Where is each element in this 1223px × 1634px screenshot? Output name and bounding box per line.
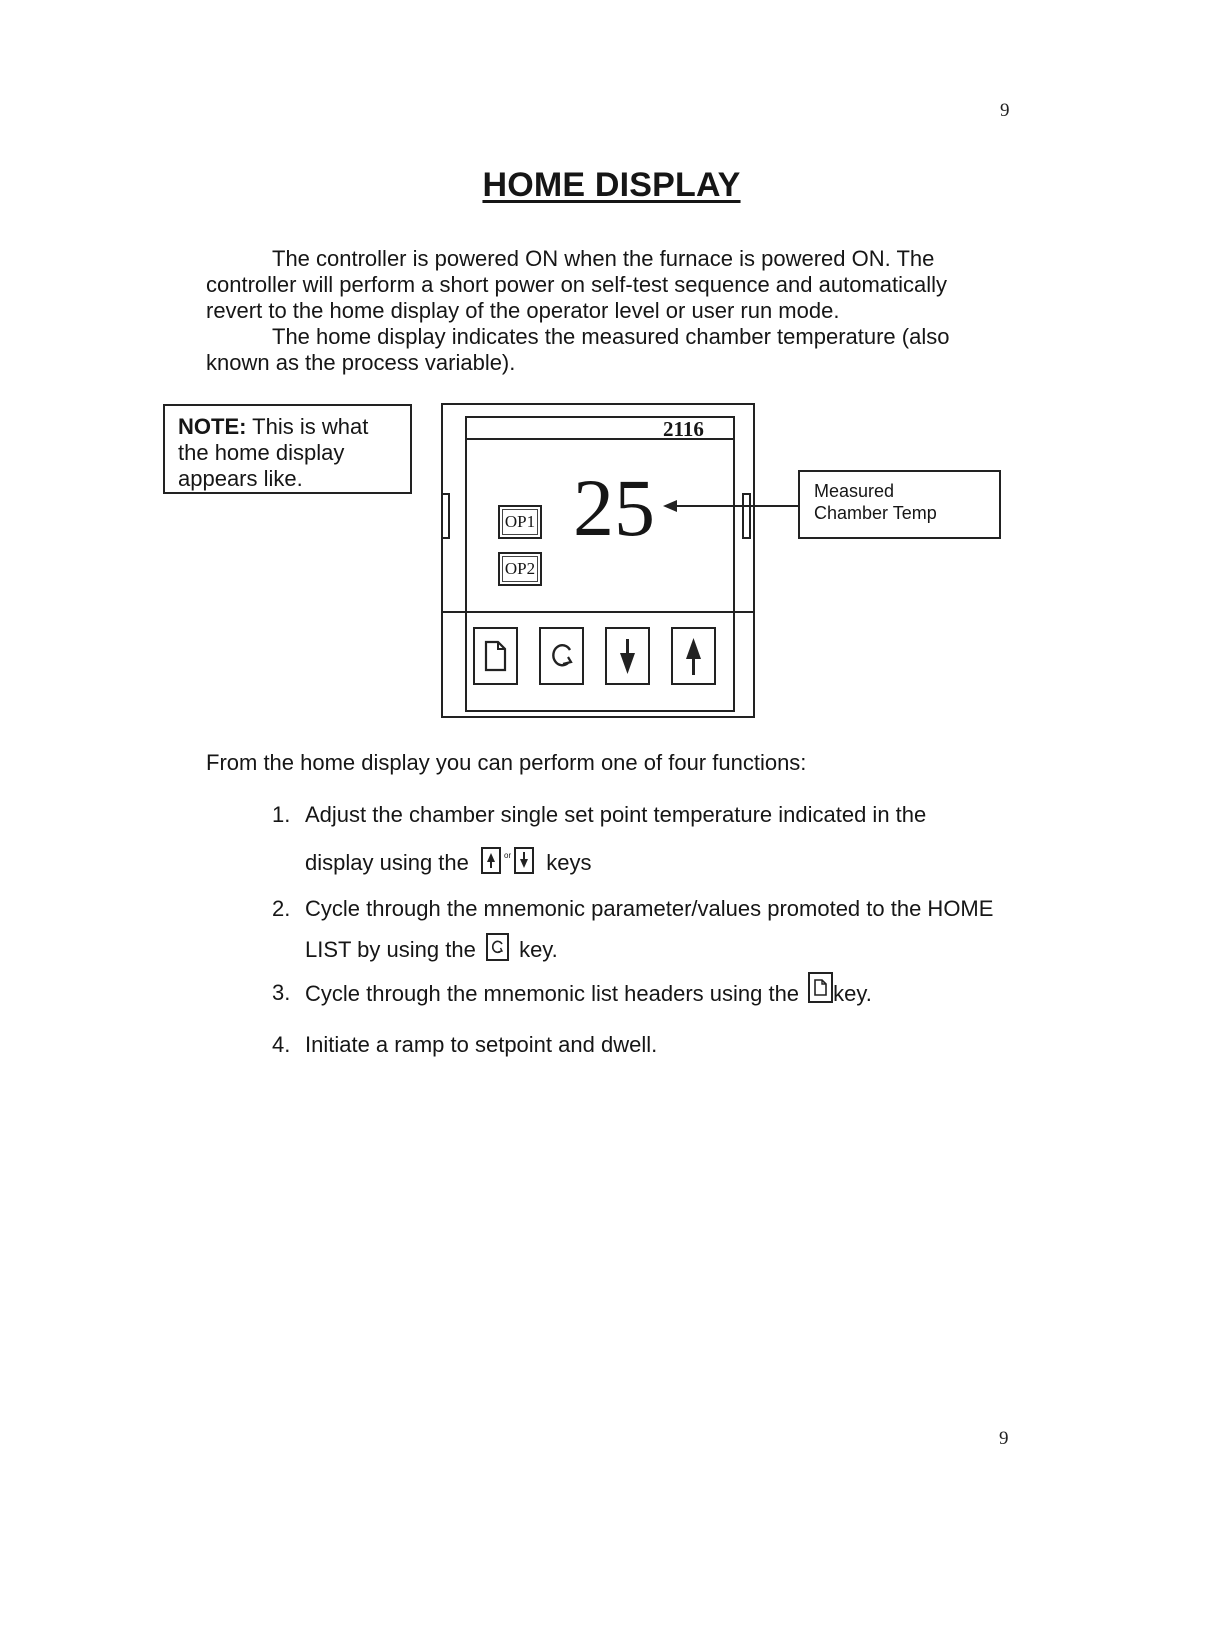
page-title: HOME DISPLAY [482, 166, 741, 204]
process-value: 25 [573, 462, 655, 553]
up-arrow-icon [483, 849, 499, 872]
up-key[interactable] [671, 627, 716, 685]
intro-paragraph-2: The home display indicates the measured chamber temperature (also known as the process variable). [206, 324, 950, 375]
functions-intro: From the home display you can perform one of four functions: [206, 750, 807, 775]
item-3-post: key. [833, 981, 872, 1006]
or-word: or [504, 851, 512, 860]
page-key-icon [475, 629, 516, 683]
down-arrow-icon [516, 849, 532, 872]
down-key-inline [514, 847, 534, 874]
callout-arrow [660, 490, 800, 520]
item-1-post: keys [546, 850, 592, 875]
note-text: This is what the home display appears like. [178, 414, 369, 491]
display-bottom-line [465, 710, 735, 712]
list-number: 3. [272, 980, 291, 1005]
op1-indicator: OP1 [498, 505, 542, 539]
item-1-line-2 [305, 835, 1025, 883]
item-2-line-2 [305, 929, 1025, 970]
item-4-text: Initiate a ramp to setpoint and dwell. [305, 1032, 658, 1057]
page-number-top: 9 [1000, 100, 1010, 121]
controller-diagram [441, 403, 755, 718]
item-2-pre: LIST by using the [305, 937, 476, 962]
item-1-pre: display using the [305, 850, 469, 875]
note-box [163, 404, 412, 494]
scroll-key[interactable] [539, 627, 584, 685]
callout-box [798, 470, 1001, 539]
op2-indicator: OP2 [498, 552, 542, 586]
item-2-line-1: Cycle through the mnemonic parameter/values promoted to the HOME [305, 896, 994, 921]
model-number: 2116 [663, 417, 704, 441]
list-number: 1. [272, 802, 291, 827]
callout-line-1: Measured [814, 481, 895, 501]
intro-text [206, 246, 996, 376]
item-3-pre: Cycle through the mnemonic list headers using the [305, 981, 800, 1006]
left-side-tab [441, 493, 450, 539]
item-2-post: key. [519, 937, 558, 962]
list-number: 2. [272, 896, 291, 921]
page-key[interactable] [473, 627, 518, 685]
callout-line-2: Chamber Temp [814, 503, 937, 523]
item-1-line-1: Adjust the chamber single set point temperature indicated in the [305, 802, 927, 827]
page-key-inline [808, 972, 833, 1003]
scroll-key-icon [541, 629, 582, 683]
scroll-icon [488, 935, 507, 959]
scroll-key-inline [486, 933, 509, 961]
keypad-divider [443, 611, 753, 613]
display-right-line [733, 416, 735, 712]
down-key[interactable] [605, 627, 650, 685]
list-number: 4. [272, 1032, 291, 1057]
down-arrow-key-icon [607, 629, 648, 683]
item-3-line [305, 972, 1025, 1014]
up-arrow-key-icon [673, 629, 714, 683]
page-number-bottom: 9 [999, 1428, 1009, 1449]
page-icon [810, 974, 831, 1001]
note-label: NOTE: [178, 414, 247, 439]
display-left-line [465, 416, 467, 712]
intro-paragraph-1: The controller is powered ON when the furnace is powered ON. The controller will perform a short power on self-test sequence and automatically revert to the home display of the operator level or user run mode. [206, 246, 948, 323]
up-key-inline [481, 847, 501, 874]
